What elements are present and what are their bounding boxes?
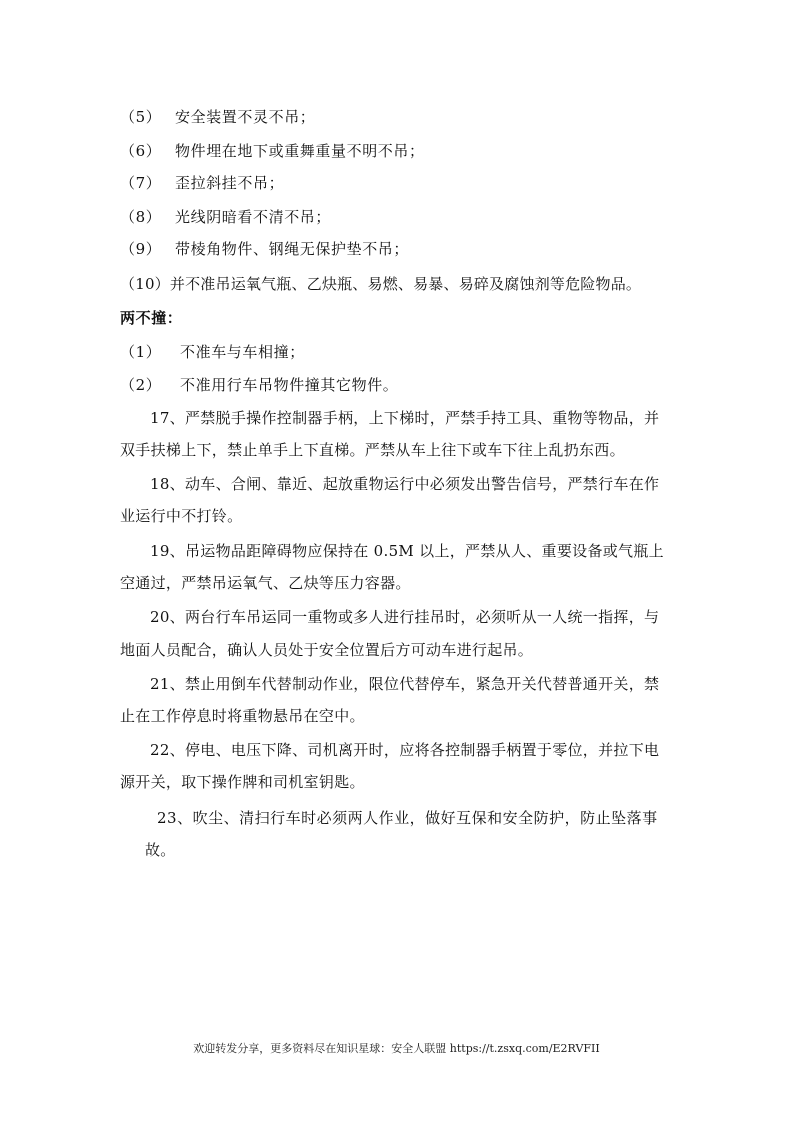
list-item-text: 安全装置不灵不吊；	[175, 108, 316, 126]
list-item-number: （8）	[120, 208, 162, 226]
paragraph-22-line-2: 源开关，取下操作牌和司机室钥匙。	[120, 773, 365, 791]
paragraph-23-line-2: 故。	[145, 841, 176, 859]
paragraph-20-line-2: 地面人员配合，确认人员处于安全位置后方可动车进行起吊。	[120, 641, 534, 659]
list-item	[120, 207, 331, 227]
list-item-number: （9）	[120, 240, 162, 258]
list-item-text: 物件埋在地下或重舞重量不明不吊；	[175, 142, 425, 160]
list-item	[120, 141, 425, 161]
paragraph-19-line-1: 19、吊运物品距障碍物应保持在 0.5M 以上，严禁从人、重要设备或气瓶上	[150, 542, 664, 560]
list-item-text: 歪拉斜挂不吊；	[175, 174, 285, 192]
list-item-number: （1）	[120, 343, 162, 361]
paragraph-20-line-1: 20、两台行车吊运同一重物或多人进行挂吊时，必须听从一人统一指挥，与	[150, 608, 660, 626]
paragraph-18-line-2: 业运行中不打铃。	[120, 507, 243, 525]
page-footer: 欢迎转发分享，更多资料尽在知识星球：安全人联盟 https://t.zsxq.com/E2RVFII	[193, 1042, 600, 1055]
paragraph-18-line-1: 18、动车、合闸、靠近、起放重物运行中必须发出警告信号，严禁行车在作	[150, 475, 660, 493]
list-item-text: 并不准吊运氧气瓶、乙炔瓶、易燃、易暴、易碎及腐蚀剂等危险物品。	[169, 275, 642, 293]
paragraph-19-line-2: 空通过，严禁吊运氧气、乙炔等压力容器。	[120, 574, 411, 592]
list-item	[120, 107, 315, 127]
list-item-number: （2）	[120, 376, 162, 394]
list-item-text: 不准车与车相撞；	[180, 343, 305, 361]
list-item-number: （6）	[120, 142, 162, 160]
list-item-number: （7）	[120, 174, 162, 192]
list-item-number: （5）	[120, 108, 162, 126]
list-item-text: 带棱角物件、钢绳无保护垫不吊；	[175, 240, 410, 258]
section-heading: 两不撞：	[120, 309, 183, 327]
list-item	[120, 375, 398, 395]
paragraph-17-line-2: 双手扶梯上下，禁止单手上下直梯。严禁从车上往下或车下往上乱扔东西。	[120, 441, 625, 459]
paragraph-17-line-1: 17、严禁脱手操作控制器手柄，上下梯时，严禁手持工具、重物等物品，并	[150, 409, 660, 427]
paragraph-23-line-1: 23、吹尘、清扫行车时必须两人作业，做好互保和安全防护，防止坠落事	[157, 809, 658, 827]
paragraph-21-line-1: 21、禁止用倒车代替制动作业，限位代替停车，紧急开关代替普通开关，禁	[150, 675, 660, 693]
list-item-text: 不准用行车吊物件撞其它物件。	[180, 376, 399, 394]
paragraph-22-line-1: 22、停电、电压下降、司机离开时，应将各控制器手柄置于零位，并拉下电	[150, 741, 660, 759]
list-item-text: 光线阴暗看不清不吊；	[175, 208, 332, 226]
list-item	[120, 173, 284, 193]
list-item	[120, 274, 641, 294]
list-item	[120, 342, 305, 362]
list-item	[120, 239, 409, 259]
paragraph-21-line-2: 止在工作停息时将重物悬吊在空中。	[120, 707, 365, 725]
list-item-number: （10）	[120, 275, 170, 293]
